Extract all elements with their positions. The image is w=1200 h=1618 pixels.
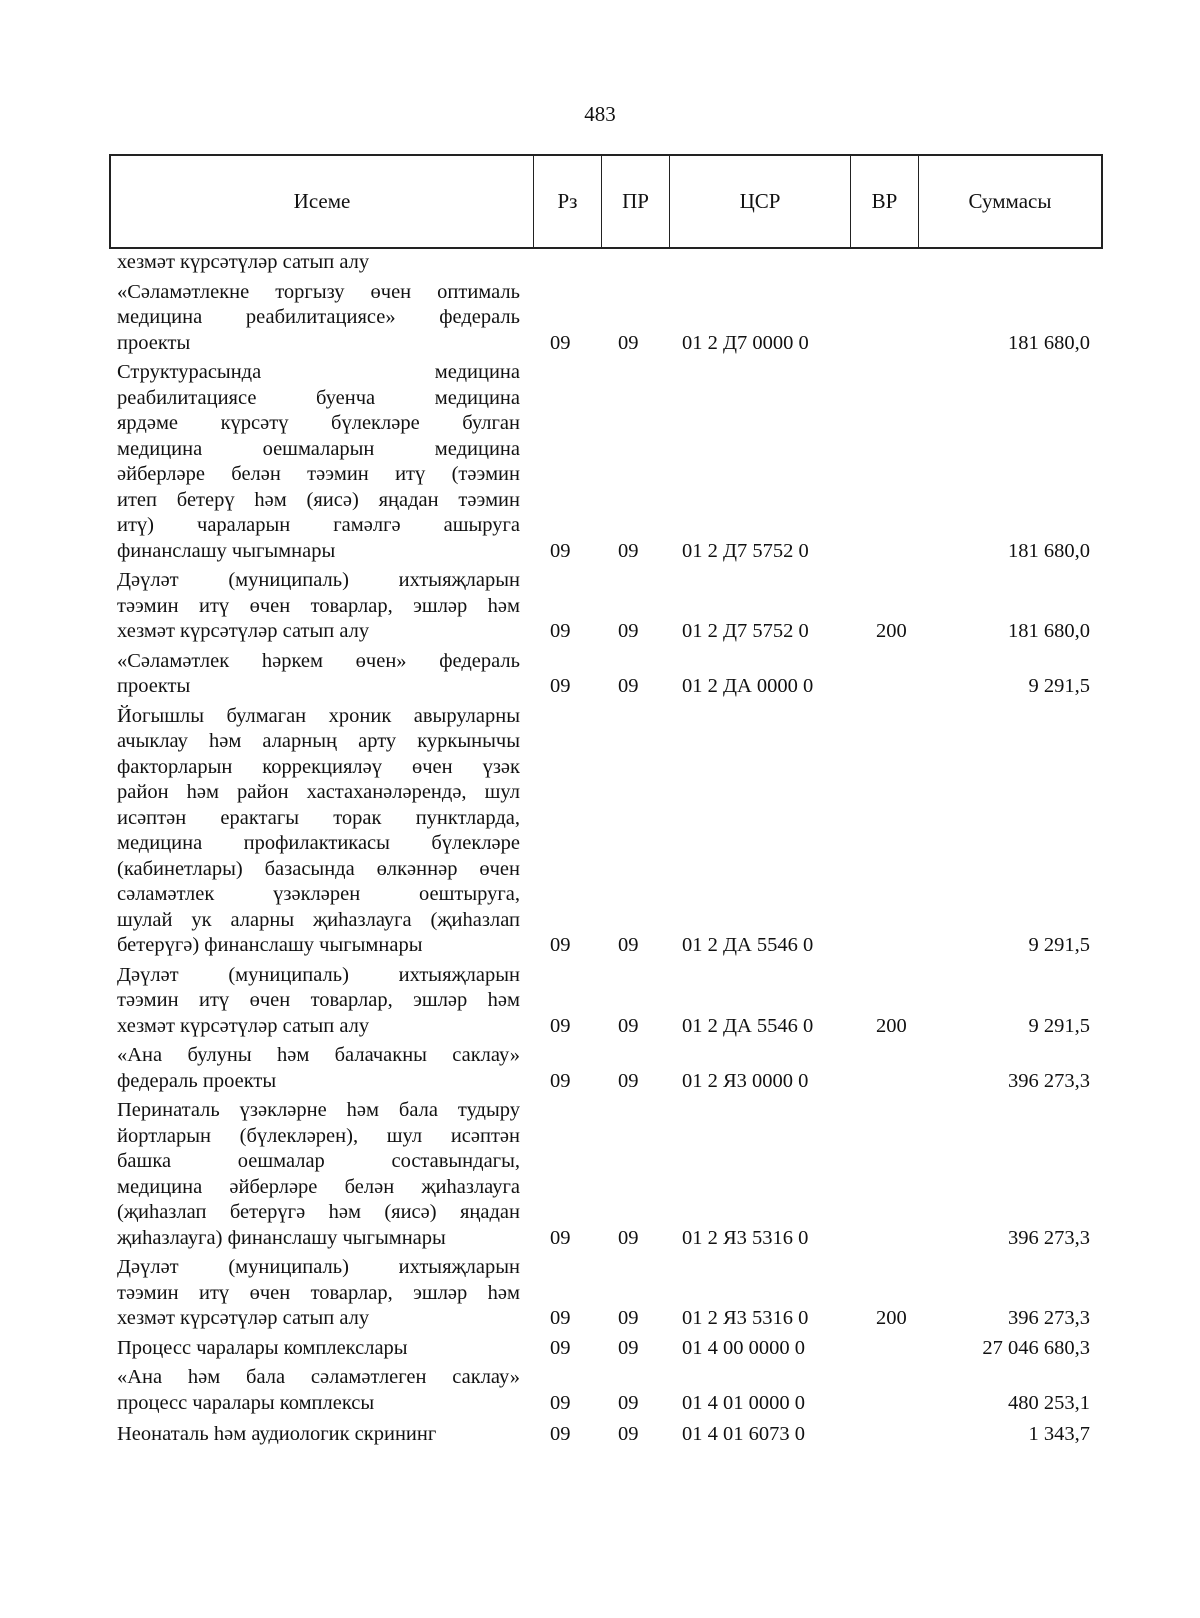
row-name-line: бетерүгә) финанслашу чыгымнары: [117, 934, 423, 956]
table-row: [0, 649, 1200, 700]
row-sum: 9 291,5: [1028, 934, 1090, 956]
row-csr: 01 4 01 6073 0: [682, 1423, 805, 1445]
header-pr: ПР: [602, 156, 670, 247]
row-sum: 181 680,0: [1008, 331, 1090, 354]
row-name: [117, 1365, 520, 1416]
row-name-line: «Ана булуны һәм балачакны саклау»: [117, 1044, 520, 1066]
table-row: [0, 704, 1200, 959]
row-rz: 09: [550, 675, 571, 697]
row-name: [117, 1098, 520, 1251]
row-name-line: медицина оешмаларын медицина: [117, 437, 520, 460]
row-rz: 09: [550, 1069, 571, 1092]
row-name-line: итү) чараларын гамәлгә ашыруга: [117, 514, 520, 536]
table-row: [0, 280, 1200, 357]
row-name-line: (җиһазлап бетерүгә һәм (яисә) яңадан: [117, 1201, 520, 1223]
row-name-line: Дәүләт (муниципаль) ихтыяҗларын: [117, 569, 520, 591]
table-row: [0, 1255, 1200, 1332]
row-sum: 181 680,0: [1008, 539, 1090, 562]
row-pr: 09: [618, 1226, 639, 1249]
row-csr: 01 2 ДА 5546 0: [682, 934, 814, 956]
row-name-line: «Сәламәтлекне торгызу өчен оптималь: [117, 280, 520, 303]
row-rz: 09: [550, 1336, 571, 1359]
table-row: [0, 360, 1200, 564]
row-sum: 396 273,3: [1008, 1226, 1090, 1249]
row-pr: 09: [618, 1391, 639, 1414]
row-name-line: (кабинетлары) базасында өлкәннәр өчен: [117, 857, 520, 880]
header-csr: ЦСР: [670, 156, 851, 247]
row-rz: 09: [550, 331, 571, 354]
row-name-line: Неонаталь һәм аудиологик скрининг: [117, 1423, 437, 1445]
row-name-line: медицина профилактикасы бүлекләре: [117, 832, 520, 854]
row-csr: 01 2 Д7 5752 0: [682, 620, 809, 642]
row-pr: 09: [618, 1069, 639, 1092]
row-name-line: федераль проекты: [117, 1069, 277, 1092]
row-name: [117, 1336, 520, 1362]
row-name: [117, 704, 520, 959]
row-name-line: шулай ук аларны җиһазлауга (җиһазлап: [117, 908, 520, 931]
row-csr: 01 4 00 0000 0: [682, 1336, 805, 1359]
row-pr: 09: [618, 331, 639, 354]
row-csr: 01 2 ДА 0000 0: [682, 675, 814, 697]
row-name-line: башка оешмалар составындагы,: [117, 1150, 520, 1172]
row-name: [117, 649, 520, 700]
table-row: [0, 1098, 1200, 1251]
row-name-line: хезмәт күрсәтүләр сатып алу: [117, 251, 370, 273]
row-rz: 09: [550, 934, 571, 956]
row-name-line: җиһазлауга) финанслашу чыгымнары: [117, 1226, 446, 1249]
row-sum: 396 273,3: [1008, 1307, 1090, 1329]
row-name-line: тәэмин итү өчен товарлар, эшләр һәм: [117, 1281, 520, 1304]
row-rz: 09: [550, 1014, 571, 1037]
row-name-line: итеп бетерү һәм (яисә) яңадан тәэмин: [117, 488, 520, 511]
row-rz: 09: [550, 1391, 571, 1414]
row-name-line: «Ана һәм бала сәламәтлеген саклау»: [117, 1366, 520, 1388]
row-name-line: «Сәламәтлек һәркем өчен» федераль: [117, 649, 520, 672]
row-pr: 09: [618, 620, 639, 642]
table-row: [0, 250, 1200, 276]
row-vr: 200: [876, 1307, 907, 1329]
table-row: [0, 1043, 1200, 1094]
header-vr: ВР: [851, 156, 919, 247]
row-name-line: Дәүләт (муниципаль) ихтыяҗларын: [117, 1256, 520, 1278]
row-csr: 01 2 Я3 5316 0: [682, 1307, 809, 1329]
row-name: [117, 280, 520, 357]
row-csr: 01 2 Я3 5316 0: [682, 1226, 809, 1249]
table-header: [109, 154, 1103, 249]
row-csr: 01 4 01 0000 0: [682, 1391, 805, 1414]
row-rz: 09: [550, 1423, 571, 1445]
row-sum: 1 343,7: [1028, 1423, 1090, 1445]
row-name-line: проекты: [117, 675, 191, 697]
row-rz: 09: [550, 1226, 571, 1249]
row-sum: 9 291,5: [1028, 1014, 1090, 1037]
row-name-line: тәэмин итү өчен товарлар, эшләр һәм: [117, 989, 520, 1011]
row-pr: 09: [618, 539, 639, 562]
row-name: [117, 1422, 520, 1448]
row-name-line: район һәм район хастаханәләрендә, шул: [117, 781, 520, 803]
header-rz: Рз: [534, 156, 602, 247]
row-name-line: тәэмин итү өчен товарлар, эшләр һәм: [117, 594, 520, 617]
table-row: [0, 568, 1200, 645]
row-name-line: әйберләре белән тәэмин итү (тәэмин: [117, 463, 520, 485]
row-name-line: процесс чаралары комплексы: [117, 1391, 375, 1414]
row-pr: 09: [618, 1014, 639, 1037]
row-rz: 09: [550, 620, 571, 642]
table-row: [0, 1336, 1200, 1362]
row-pr: 09: [618, 675, 639, 697]
table-row: [0, 1422, 1200, 1448]
row-csr: 01 2 Я3 0000 0: [682, 1069, 809, 1092]
row-sum: 9 291,5: [1028, 675, 1090, 697]
row-name-line: исәптән ерактагы торак пунктларда,: [117, 806, 520, 829]
row-name-line: медицина реабилитациясе» федераль: [117, 306, 520, 328]
header-sum: Суммасы: [968, 189, 1052, 213]
row-name-line: финанслашу чыгымнары: [117, 539, 336, 562]
row-pr: 09: [618, 934, 639, 956]
row-name: [117, 250, 520, 276]
table-row: [0, 963, 1200, 1040]
row-sum: 181 680,0: [1008, 620, 1090, 642]
page-number: 483: [584, 102, 616, 126]
row-name-line: хезмәт күрсәтүләр сатып алу: [117, 1307, 370, 1329]
row-name-line: йортларын (бүлекләрен), шул исәптән: [117, 1124, 520, 1147]
row-name-line: Йогышлы булмаган хроник авыруларны: [117, 704, 520, 727]
row-vr: 200: [876, 620, 907, 642]
row-sum: 480 253,1: [1008, 1391, 1090, 1414]
row-name-line: реабилитациясе буенча медицина: [117, 386, 520, 409]
row-name-line: Процесс чаралары комплекслары: [117, 1336, 408, 1359]
row-pr: 09: [618, 1307, 639, 1329]
row-name-line: проекты: [117, 331, 191, 354]
row-csr: 01 2 Д7 5752 0: [682, 539, 809, 562]
row-name-line: сәламәтлек үзәкләрен оештыруга,: [117, 883, 520, 905]
row-name-line: Перинаталь үзәкләрне һәм бала тудыру: [117, 1099, 520, 1121]
row-name: [117, 1043, 520, 1094]
row-name-line: факторларын коррекцияләү өчен үзәк: [117, 755, 520, 778]
row-rz: 09: [550, 539, 571, 562]
row-csr: 01 2 Д7 0000 0: [682, 331, 809, 354]
row-name: [117, 360, 520, 564]
row-sum: 396 273,3: [1008, 1069, 1090, 1092]
row-name-line: ачыклау һәм аларның арту куркынычы: [117, 730, 520, 752]
row-name-line: Структурасында медицина: [117, 361, 520, 383]
row-csr: 01 2 ДА 5546 0: [682, 1014, 814, 1037]
table-row: [0, 1365, 1200, 1416]
row-name: [117, 1255, 520, 1332]
row-rz: 09: [550, 1307, 571, 1329]
row-vr: 200: [876, 1014, 907, 1037]
header-name: Исеме: [111, 156, 534, 247]
row-pr: 09: [618, 1336, 639, 1359]
row-pr: 09: [618, 1423, 639, 1445]
row-name-line: хезмәт күрсәтүләр сатып алу: [117, 620, 370, 642]
row-name-line: Дәүләт (муниципаль) ихтыяҗларын: [117, 963, 520, 986]
row-name-line: ярдәме күрсәтү бүлекләре булган: [117, 412, 520, 434]
row-name-line: хезмәт күрсәтүләр сатып алу: [117, 1014, 370, 1037]
row-name-line: медицина әйберләре белән җиһазлауга: [117, 1175, 520, 1198]
row-sum: 27 046 680,3: [982, 1336, 1090, 1359]
row-name: [117, 963, 520, 1040]
row-name: [117, 568, 520, 645]
